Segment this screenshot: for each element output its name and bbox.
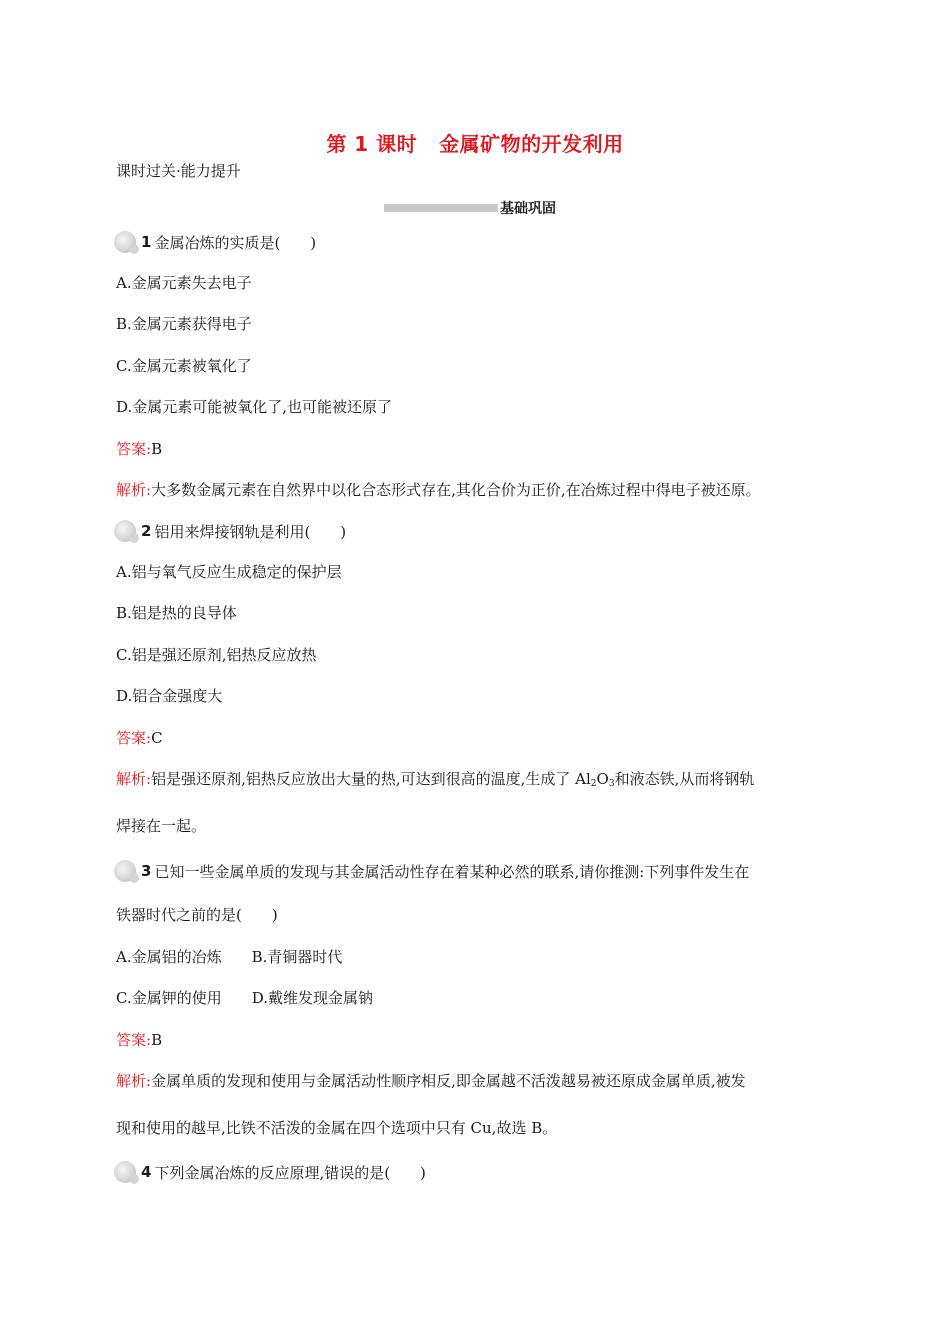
question-1-option-d: D.金属元素可能被氧化了,也可能被还原了	[116, 398, 393, 416]
answer-label: 答案:	[116, 440, 152, 458]
analysis-text: O	[596, 770, 609, 788]
question-2-answer	[116, 727, 163, 748]
question-text: 铝用来焊接钢轨是利用( )	[154, 522, 347, 541]
subscript: 3	[608, 779, 615, 789]
question-4-stem	[116, 1161, 426, 1183]
question-number: 2	[141, 522, 152, 540]
answer-label: 答案:	[116, 1031, 152, 1049]
question-3-option-d: D.戴维发现金属钠	[251, 989, 373, 1007]
answer-label: 答案:	[116, 729, 152, 747]
question-2-option-c: C.铝是强还原剂,铝热反应放热	[116, 646, 317, 664]
answer-value: B	[151, 440, 163, 458]
analysis-text: 大多数金属元素在自然界中以化合态形式存在,其化合价为正价,在冶炼过程中得电子被还原。	[151, 481, 761, 499]
question-number: 4	[141, 1163, 152, 1181]
question-1-option-c: C.金属元素被氧化了	[116, 357, 252, 375]
lesson-topic: 金属矿物的开发利用	[439, 132, 624, 156]
question-bullet-icon	[114, 520, 136, 542]
question-text: 已知一些金属单质的发现与其金属活动性存在着某种必然的联系,请你推测:下列事件发生在	[154, 862, 750, 881]
question-2-analysis	[116, 768, 754, 789]
question-3-option-c: C.金属钾的使用	[116, 989, 222, 1007]
question-3-options-row-2	[116, 987, 373, 1008]
analysis-label: 解析:	[116, 770, 152, 788]
question-3-stem	[116, 860, 749, 882]
question-2-analysis-cont: 焊接在一起。	[116, 817, 207, 835]
analysis-text: 和液态铁,从而将钢轨	[614, 770, 755, 788]
question-text: 下列金属冶炼的反应原理,错误的是( )	[154, 1163, 426, 1182]
question-1-option-b: B.金属元素获得电子	[116, 315, 252, 333]
question-text: 金属冶炼的实质是( )	[154, 233, 317, 252]
question-3-option-a: A.金属铝的冶炼	[116, 948, 222, 966]
question-1-stem	[116, 231, 316, 253]
question-bullet-icon	[114, 860, 136, 882]
question-3-stem-cont: 铁器时代之前的是( )	[116, 906, 278, 924]
question-2-option-b: B.铝是热的良导体	[116, 604, 237, 622]
question-3-option-b: B.青铜器时代	[251, 948, 343, 966]
page-title	[0, 128, 950, 157]
question-3-options-row-1	[116, 946, 342, 967]
question-1-answer	[116, 438, 162, 459]
question-2-stem	[116, 520, 346, 542]
section-bar-decoration	[384, 204, 498, 212]
answer-value: C	[151, 729, 163, 747]
analysis-label: 解析:	[116, 1072, 152, 1090]
question-number: 3	[141, 862, 152, 880]
lesson-number: 第 1 课时	[326, 132, 418, 156]
analysis-text: 金属单质的发现和使用与金属活动性顺序相反,即金属越不活泼越易被还原成金属单质,被发	[151, 1072, 746, 1090]
question-2-option-d: D.铝合金强度大	[116, 687, 223, 705]
page-subtitle: 课时过关·能力提升	[116, 162, 241, 180]
question-1-option-a: A.金属元素失去电子	[116, 274, 252, 292]
question-number: 1	[141, 233, 152, 251]
question-1-analysis	[116, 479, 761, 500]
section-header	[384, 198, 556, 218]
answer-value: B	[151, 1031, 163, 1049]
question-3-analysis-cont: 现和使用的越早,比铁不活泼的金属在四个选项中只有 Cu,故选 B。	[116, 1119, 558, 1137]
question-bullet-icon	[114, 231, 136, 253]
analysis-text: 铝是强还原剂,铝热反应放出大量的热,可达到很高的温度,生成了 Al	[151, 770, 591, 788]
subscript: 2	[590, 779, 597, 789]
analysis-label: 解析:	[116, 481, 152, 499]
question-bullet-icon	[114, 1161, 136, 1183]
question-3-analysis	[116, 1070, 746, 1091]
question-3-answer	[116, 1029, 162, 1050]
question-2-option-a: A.铝与氧气反应生成稳定的保护层	[116, 563, 342, 581]
section-label: 基础巩固	[500, 201, 556, 217]
